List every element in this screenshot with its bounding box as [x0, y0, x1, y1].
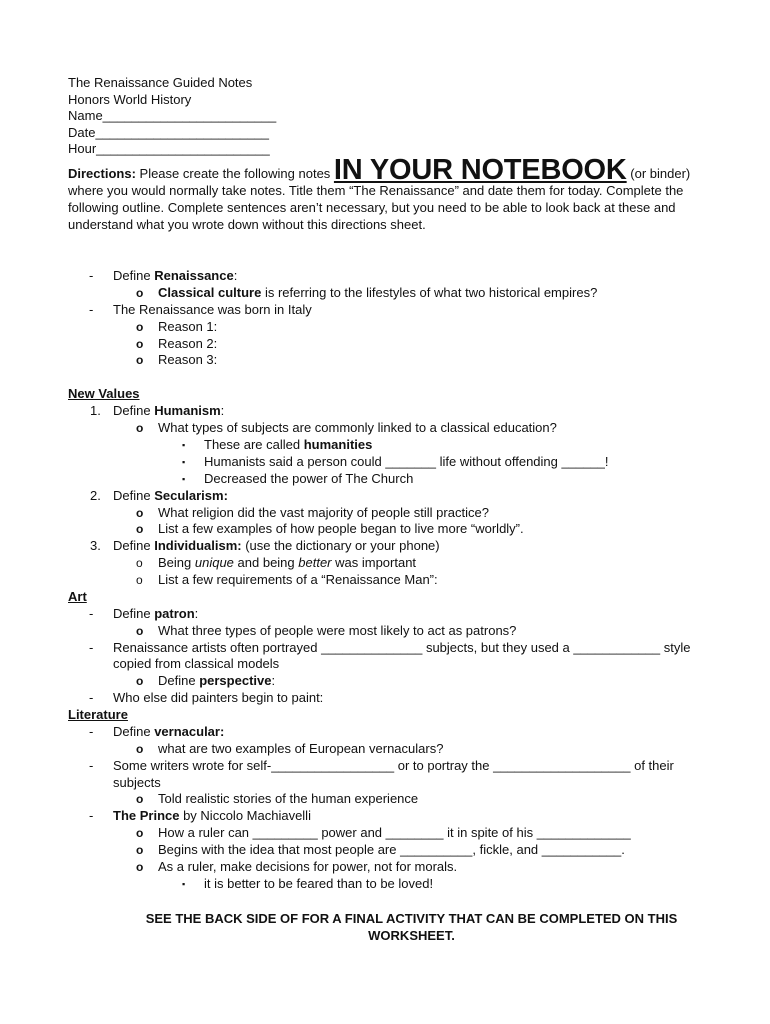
circle-bullet: o [136, 336, 144, 351]
directions [68, 153, 703, 233]
circle-bullet: o [136, 842, 144, 857]
circle-bullet: o [136, 741, 144, 756]
dash-bullet: - [89, 757, 94, 773]
list-item: ▪ These are called humanities [182, 436, 373, 452]
list-item: - Renaissance artists often portrayed ______________ subjects, but they used a ____________ style copied from classical models [89, 639, 691, 672]
course-name: Honors World History [68, 91, 192, 107]
list-item: o What religion did the vast majority of people still practice? [136, 504, 489, 520]
list-item: 3. Define Individualism: (use the dictionary or your phone) [90, 538, 440, 554]
list-item: o Begins with the idea that most people are __________, fickle, and ___________. [136, 841, 625, 857]
directions-text-1: Please create the following notes [135, 165, 334, 181]
square-bullet: ▪ [182, 878, 186, 889]
list-item: - Who else did painters begin to paint: [89, 690, 324, 706]
list-item: o Reason 3: [136, 352, 218, 368]
list-item: o Being unique and being better was important [136, 555, 417, 571]
list-item: - The Renaissance was born in Italy [89, 301, 312, 317]
circle-bullet: o [136, 556, 143, 571]
name-line: Name________________________ [68, 108, 277, 124]
list-number: 2. [90, 487, 101, 503]
circle-bullet: o [136, 674, 144, 689]
circle-bullet: o [136, 285, 144, 300]
dash-bullet: - [89, 605, 94, 621]
list-number: 1. [90, 403, 101, 419]
worksheet [68, 75, 703, 944]
list-item: - Define patron: [89, 605, 199, 621]
section-heading-art: Art [68, 589, 87, 604]
header-block [68, 75, 703, 158]
circle-bullet: o [136, 573, 143, 588]
list-item: o what are two examples of European vernaculars? [136, 740, 444, 756]
list-item: - Define Renaissance: [89, 267, 238, 283]
list-item: o As a ruler, make decisions for power, not for morals. [136, 858, 458, 874]
list-item: ▪ Humanists said a person could _______ life without offending ______! [182, 453, 609, 469]
dash-bullet: - [89, 639, 94, 655]
date-line: Date________________________ [68, 124, 269, 140]
circle-bullet: o [136, 421, 144, 436]
footer-note: SEE THE BACK SIDE OF FOR A FINAL ACTIVITY THAT CAN BE COMPLETED ON THIS WORKSHEET. [145, 910, 678, 943]
list-item: o Told realistic stories of the human experience [136, 791, 419, 807]
list-item: o What types of subjects are commonly linked to a classical education? [136, 420, 557, 436]
notebook-emphasis: IN YOUR NOTEBOOK [333, 153, 627, 186]
list-item: o Define perspective: [136, 673, 276, 689]
list-item: - Define vernacular: [89, 723, 225, 739]
list-item: 2. Define Secularism: [90, 487, 228, 503]
dash-bullet: - [89, 723, 94, 739]
dash-bullet: - [89, 301, 94, 317]
square-bullet: ▪ [182, 473, 186, 484]
list-item: o List a few examples of how people began to live more “worldly”. [136, 521, 524, 537]
circle-bullet: o [136, 623, 144, 638]
list-item: - Some writers wrote for self-_________________ or to portray the ___________________ of their subjects [89, 757, 674, 790]
list-item: 1. Define Humanism: [90, 403, 225, 419]
list-item: ▪ Decreased the power of The Church [182, 470, 414, 486]
hour-line: Hour________________________ [68, 141, 270, 157]
circle-bullet: o [136, 792, 144, 807]
list-item: o Reason 1: [136, 318, 218, 334]
section-heading-literature: Literature [68, 707, 128, 723]
circle-bullet: o [136, 522, 144, 537]
worksheet-title: The Renaissance Guided Notes [68, 75, 253, 90]
list-item: - The Prince by Niccolo Machiavelli [89, 808, 311, 824]
list-item: o Reason 2: [136, 335, 218, 351]
section-heading-new-values: New Values [68, 386, 140, 402]
square-bullet: ▪ [182, 456, 186, 467]
list-item: o What three types of people were most likely to act as patrons? [136, 622, 517, 638]
directions-label: Directions: [68, 165, 136, 181]
directions-text-2: (or binder) where you would normally take notes. Title them “The Renaissance” and date them for today. Complete the following outline. Complete sentences aren’t necessary, but you need to be able to look back at these and understand what you wrote down without this directions sheet. [68, 165, 691, 232]
circle-bullet: o [136, 859, 144, 874]
circle-bullet: o [136, 505, 144, 520]
dash-bullet: - [89, 690, 94, 706]
dash-bullet: - [89, 808, 94, 824]
circle-bullet: o [136, 353, 144, 368]
dash-bullet: - [89, 267, 94, 283]
list-item: ▪ it is better to be feared than to be loved! [182, 875, 434, 891]
list-number: 3. [90, 538, 101, 554]
square-bullet: ▪ [182, 439, 186, 450]
circle-bullet: o [136, 826, 144, 841]
list-item: o How a ruler can _________ power and ________ it in spite of his _____________ [136, 825, 631, 841]
circle-bullet: o [136, 319, 144, 334]
list-item: o List a few requirements of a “Renaissance Man”: [136, 572, 438, 588]
list-item: o Classical culture is referring to the lifestyles of what two historical empires? [136, 284, 598, 300]
outline [68, 268, 703, 893]
